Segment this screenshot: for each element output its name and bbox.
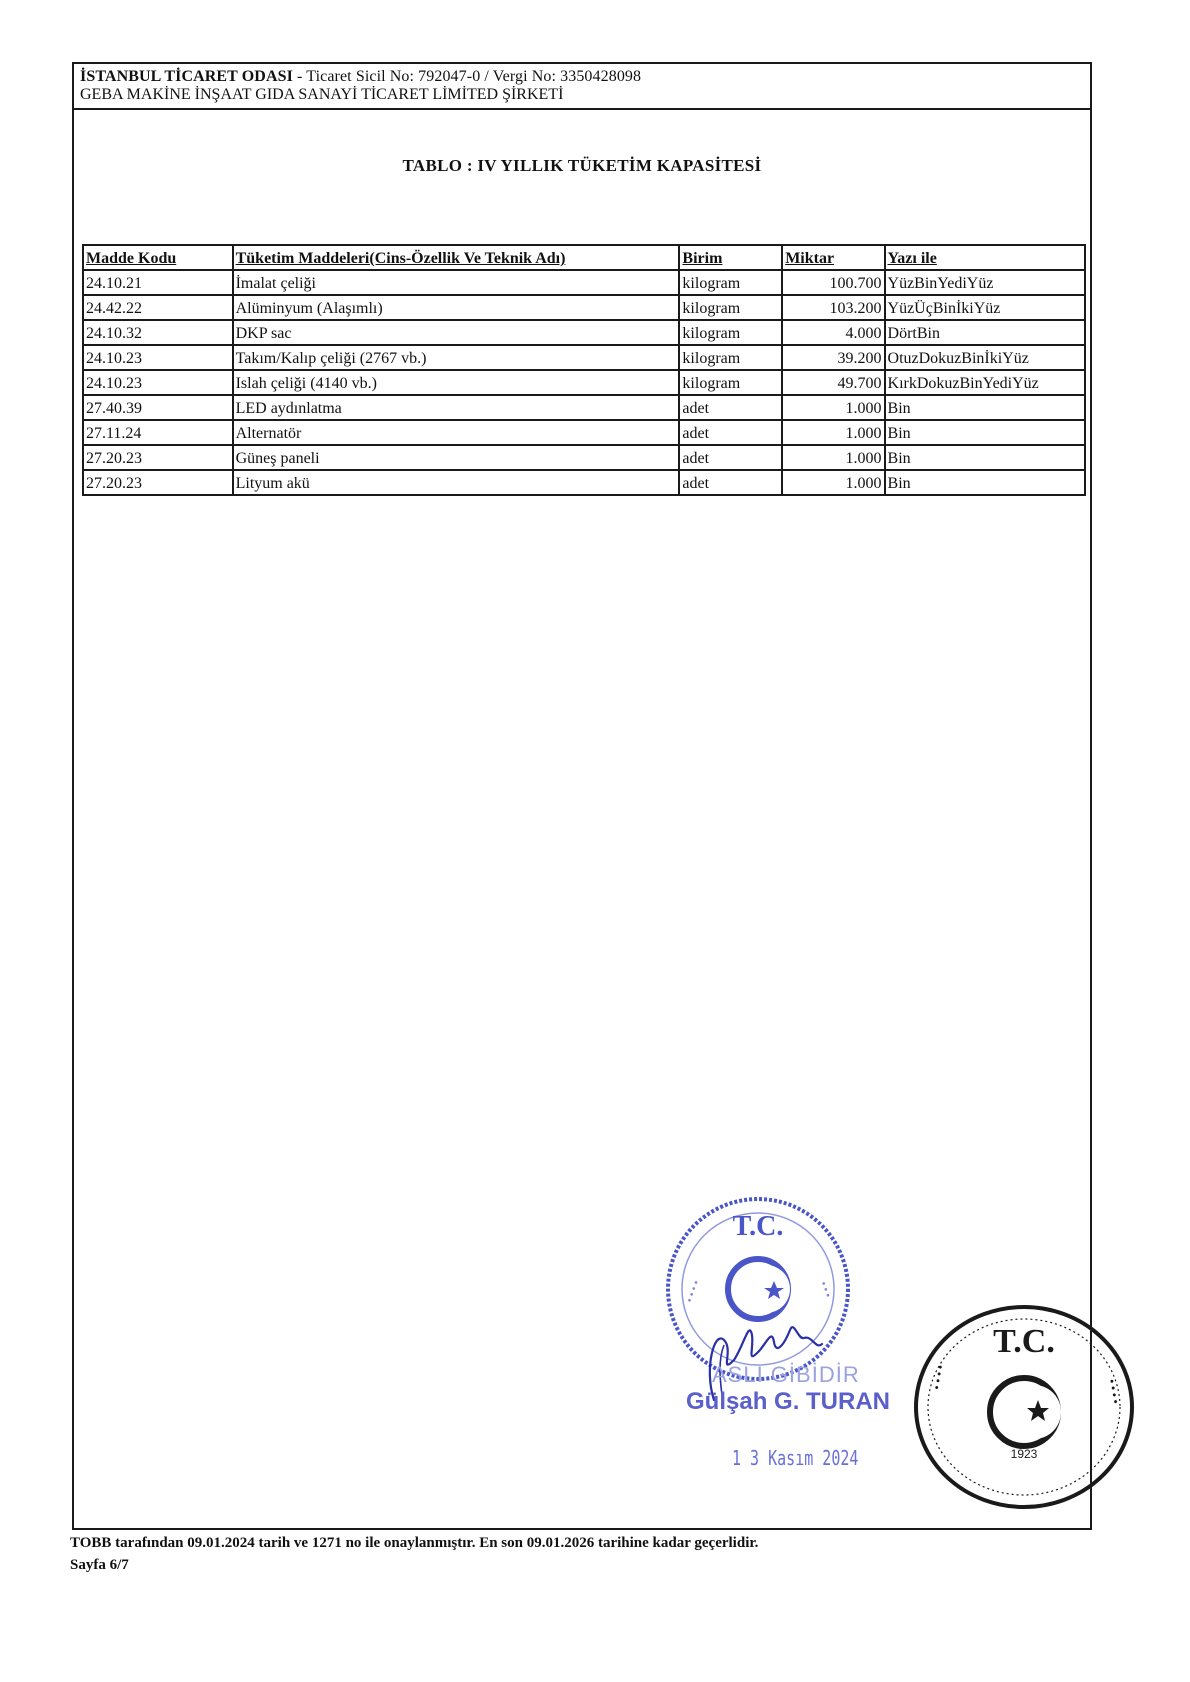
item-code: 27.11.24	[83, 420, 233, 445]
item-quantity: 103.200	[782, 295, 884, 320]
item-quantity-text: Bin	[885, 445, 1085, 470]
item-code: 24.10.23	[83, 345, 233, 370]
item-name: İmalat çeliği	[233, 270, 680, 295]
item-name: Islah çeliği (4140 vb.)	[233, 370, 680, 395]
item-quantity: 1.000	[782, 445, 884, 470]
registry-info: - Ticaret Sicil No: 792047-0 / Vergi No: 3350428098	[292, 68, 642, 85]
item-name: Alüminyum (Alaşımlı)	[233, 295, 680, 320]
item-quantity-text: OtuzDokuzBinİkiYüz	[885, 345, 1085, 370]
item-name: LED aydınlatma	[233, 395, 680, 420]
page-number: Sayfa 6/7	[70, 1557, 129, 1573]
item-quantity: 100.700	[782, 270, 884, 295]
svg-text:• • •: • • •	[817, 1280, 834, 1300]
svg-text:• • • •: • • • •	[1105, 1378, 1122, 1405]
black-seal-year: 1923	[1010, 1447, 1038, 1461]
table-row	[83, 270, 1085, 295]
certified-copy-text: ASLI GİBİDİR	[712, 1362, 860, 1387]
document-footer	[70, 1532, 758, 1576]
item-quantity: 1.000	[782, 470, 884, 495]
item-name: DKP sac	[233, 320, 680, 345]
item-quantity: 49.700	[782, 370, 884, 395]
header-quantity-text: Yazı ile	[885, 245, 1085, 270]
table-row	[83, 395, 1085, 420]
table-row	[83, 470, 1085, 495]
item-code: 27.20.23	[83, 470, 233, 495]
stamp-date: 1 3 Kasım 2024	[732, 1446, 859, 1470]
blue-seal-title: T.C.	[732, 1211, 784, 1242]
table-row	[83, 445, 1085, 470]
item-unit: kilogram	[679, 320, 782, 345]
item-code: 27.20.23	[83, 445, 233, 470]
svg-text:• • • •: • • • •	[931, 1364, 948, 1391]
item-unit: kilogram	[679, 345, 782, 370]
item-unit: adet	[679, 445, 782, 470]
table-row	[83, 345, 1085, 370]
item-quantity-text: Bin	[885, 470, 1085, 495]
signer-name: Gülşah G. TURAN	[686, 1388, 891, 1415]
company-name: GEBA MAKİNE İNŞAAT GIDA SANAYİ TİCARET LİMİTED ŞİRKETİ	[80, 86, 564, 103]
item-quantity: 39.200	[782, 345, 884, 370]
item-code: 24.10.23	[83, 370, 233, 395]
item-code: 24.10.32	[83, 320, 233, 345]
table-row	[83, 295, 1085, 320]
header-registry-line	[80, 68, 1084, 86]
item-code: 24.42.22	[83, 295, 233, 320]
table-header-row	[83, 245, 1085, 270]
item-name: Alternatör	[233, 420, 680, 445]
table-row	[83, 320, 1085, 345]
item-quantity-text: Bin	[885, 395, 1085, 420]
item-unit: adet	[679, 420, 782, 445]
item-quantity: 1.000	[782, 395, 884, 420]
item-code: 24.10.21	[83, 270, 233, 295]
header-quantity: Miktar	[782, 245, 884, 270]
black-seal-stamp	[910, 1300, 1138, 1514]
item-quantity-text: YüzBinYediYüz	[885, 270, 1085, 295]
item-unit: kilogram	[679, 295, 782, 320]
item-code: 27.40.39	[83, 395, 233, 420]
item-quantity-text: YüzÜçBinİkiYüz	[885, 295, 1085, 320]
item-name: Takım/Kalıp çeliği (2767 vb.)	[233, 345, 680, 370]
consumption-capacity-table	[82, 244, 1086, 496]
item-quantity-text: DörtBin	[885, 320, 1085, 345]
document-header	[74, 64, 1090, 110]
item-quantity-text: Bin	[885, 420, 1085, 445]
chamber-name: İSTANBUL TİCARET ODASI	[80, 68, 293, 85]
svg-text:• • • •: • • • •	[684, 1279, 703, 1305]
item-unit: kilogram	[679, 370, 782, 395]
item-quantity-text: KırkDokuzBinYediYüz	[885, 370, 1085, 395]
approval-note: TOBB tarafından 09.01.2024 tarih ve 1271 no ile onaylanmıştır. En son 09.01.2026 tarihine kadar geçerlidir.	[70, 1535, 759, 1551]
item-quantity: 4.000	[782, 320, 884, 345]
black-seal-title: T.C.	[993, 1323, 1055, 1360]
item-unit: adet	[679, 395, 782, 420]
item-quantity: 1.000	[782, 420, 884, 445]
header-item-name: Tüketim Maddeleri(Cins-Özellik Ve Teknik Adı)	[233, 245, 680, 270]
item-name: Lityum akü	[233, 470, 680, 495]
table-title: TABLO : IV YILLIK TÜKETİM KAPASİTESİ	[402, 156, 762, 175]
header-item-code: Madde Kodu	[83, 245, 233, 270]
table-row	[83, 370, 1085, 395]
item-unit: adet	[679, 470, 782, 495]
table-row	[83, 420, 1085, 445]
item-name: Güneş paneli	[233, 445, 680, 470]
header-unit: Birim	[679, 245, 782, 270]
item-unit: kilogram	[679, 270, 782, 295]
